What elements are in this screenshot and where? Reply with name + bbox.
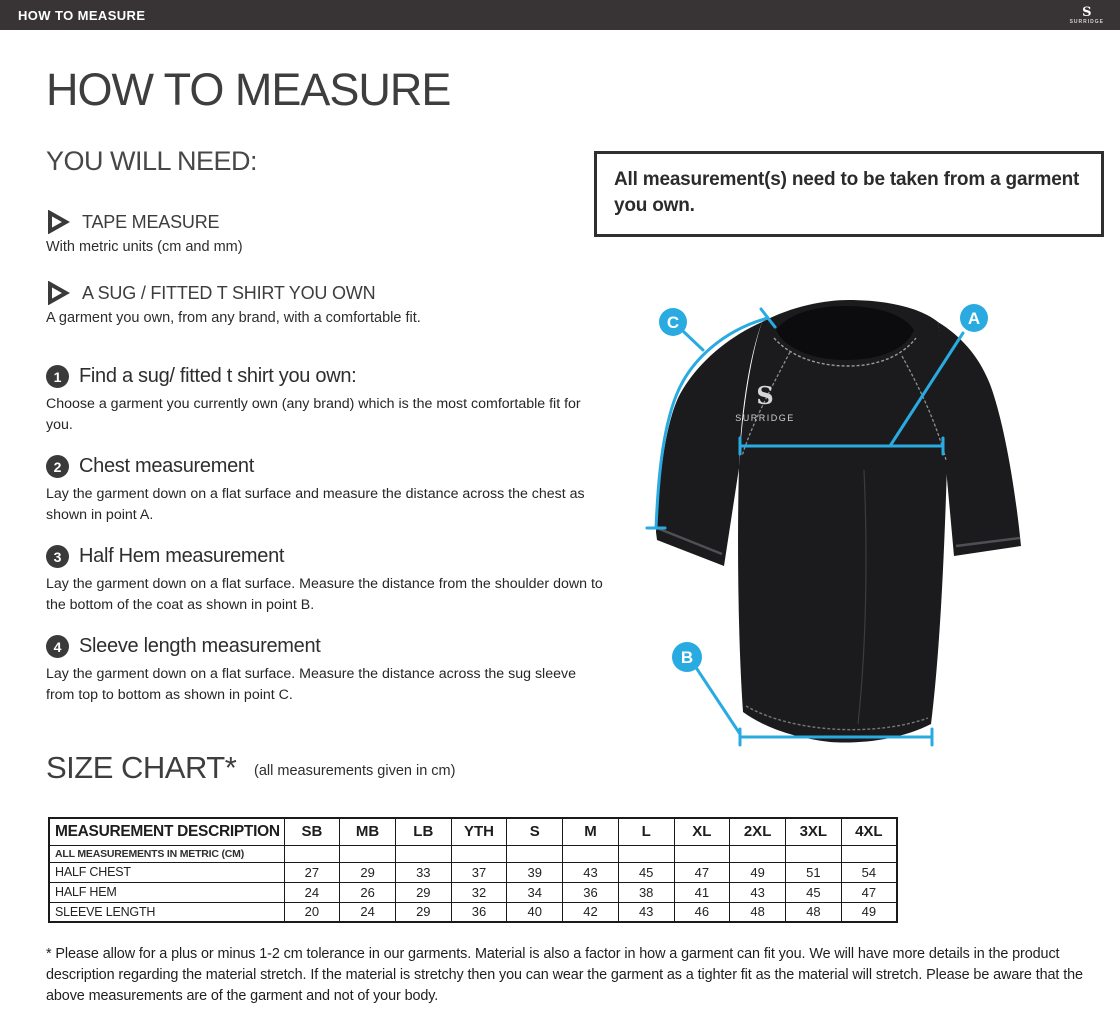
label-b-text: B <box>680 648 694 667</box>
shirt-right-sleeve <box>938 322 1021 556</box>
size-chart-row <box>49 862 897 882</box>
step-body: Lay the garment down on a flat surface. Measure the distance across the sug sleeve from top to bottom as shown in point C. <box>46 666 576 704</box>
measurement-value-cell: 24 <box>340 902 396 922</box>
empty-cell <box>730 845 786 862</box>
measurement-value-cell: 40 <box>507 902 563 922</box>
measurement-note-text: All measurement(s) need to be taken from a garment you own. <box>614 169 1080 216</box>
page-title: HOW TO MEASURE <box>46 64 451 115</box>
step-2 <box>46 455 621 527</box>
size-column-header: 2XL <box>730 818 786 845</box>
measurement-value-cell: 34 <box>507 882 563 902</box>
measurement-note-box <box>594 151 1104 237</box>
measurement-description-header: MEASUREMENT DESCRIPTION <box>49 818 284 845</box>
measurement-value-cell: 45 <box>785 882 841 902</box>
need-item-fitted-tshirt <box>46 281 421 326</box>
metric-note-label: ALL MEASUREMENTS IN METRIC (CM) <box>49 845 284 862</box>
size-chart-row <box>49 882 897 902</box>
measurement-value-cell: 54 <box>841 862 897 882</box>
surridge-wordmark: SURRIDGE <box>1069 18 1104 25</box>
size-chart-table <box>48 817 898 923</box>
shirt-surridge-wordmark: SURRIDGE <box>735 413 795 423</box>
measurement-value-cell: 47 <box>674 862 730 882</box>
empty-cell <box>563 845 619 862</box>
size-column-header: S <box>507 818 563 845</box>
size-column-header: YTH <box>451 818 507 845</box>
measurement-value-cell: 27 <box>284 862 340 882</box>
measurement-value-cell: 36 <box>451 902 507 922</box>
shirt-surridge-s-icon: S <box>756 381 774 410</box>
metric-note-row <box>49 845 897 862</box>
empty-cell <box>451 845 507 862</box>
measurement-value-cell: 36 <box>563 882 619 902</box>
measurement-value-cell: 51 <box>785 862 841 882</box>
measurement-value-cell: 39 <box>507 862 563 882</box>
need-item-subtitle: A garment you own, from any brand, with a comfortable fit. <box>46 310 421 326</box>
step-1 <box>46 365 621 437</box>
need-item-tape-measure <box>46 210 243 255</box>
empty-cell <box>841 845 897 862</box>
measurement-value-cell: 20 <box>284 902 340 922</box>
measurement-value-cell: 49 <box>730 862 786 882</box>
surridge-s-icon: S <box>1082 4 1092 20</box>
step-title: Half Hem measurement <box>79 545 285 567</box>
measurement-value-cell: 29 <box>395 902 451 922</box>
measurement-value-cell: 32 <box>451 882 507 902</box>
measurement-value-cell: 43 <box>618 902 674 922</box>
step-title: Chest measurement <box>79 455 254 477</box>
empty-cell <box>785 845 841 862</box>
measurement-value-cell: 38 <box>618 882 674 902</box>
measurement-value-cell: 42 <box>563 902 619 922</box>
step-body: Choose a garment you currently own (any brand) which is the most comfortable fit for you. <box>46 396 581 434</box>
measurement-value-cell: 29 <box>395 882 451 902</box>
surridge-logo <box>1070 6 1108 25</box>
measurement-value-cell: 43 <box>563 862 619 882</box>
you-will-need-heading: YOU WILL NEED: <box>46 146 258 176</box>
step-number-badge: 1 <box>46 365 69 388</box>
empty-cell <box>395 845 451 862</box>
shirt-measurement-diagram <box>600 276 1120 782</box>
size-column-header: M <box>563 818 619 845</box>
size-chart-header-row <box>49 818 897 845</box>
empty-cell <box>674 845 730 862</box>
size-chart-row <box>49 902 897 922</box>
need-item-title: TAPE MEASURE <box>82 211 220 232</box>
measurement-value-cell: 48 <box>730 902 786 922</box>
measurement-value-cell: 41 <box>674 882 730 902</box>
tolerance-footer-note: * Please allow for a plus or minus 1-2 cm tolerance in our garments. Material is also a factor in how a garment can fit you. We will have more details in the product description regarding the material stretch. If the material is stretchy then you can wear the garment as a tighter fit as the material will stretch. Please be aware that the above measurements are of the garment and not of your body. <box>46 946 1083 1004</box>
measurement-value-cell: 29 <box>340 862 396 882</box>
size-chart-heading: SIZE CHART* <box>46 750 237 785</box>
step-3 <box>46 545 621 617</box>
measurement-value-cell: 26 <box>340 882 396 902</box>
size-column-header: 3XL <box>785 818 841 845</box>
need-item-subtitle: With metric units (cm and mm) <box>46 239 243 255</box>
step-body: Lay the garment down on a flat surface and measure the distance across the chest as shown in point A. <box>46 486 585 524</box>
size-column-header: L <box>618 818 674 845</box>
size-column-header: LB <box>395 818 451 845</box>
size-column-header: MB <box>340 818 396 845</box>
size-column-header: SB <box>284 818 340 845</box>
top-bar <box>0 0 1120 30</box>
play-triangle-icon <box>46 210 70 234</box>
step-number-badge: 2 <box>46 455 69 478</box>
measurement-value-cell: 43 <box>730 882 786 902</box>
measurement-value-cell: 47 <box>841 882 897 902</box>
empty-cell <box>507 845 563 862</box>
measurement-value-cell: 45 <box>618 862 674 882</box>
label-c-text: C <box>666 313 680 332</box>
measurement-value-cell: 24 <box>284 882 340 902</box>
empty-cell <box>618 845 674 862</box>
step-body: Lay the garment down on a flat surface. Measure the distance from the shoulder down to the bottom of the coat as shown in point B. <box>46 576 603 614</box>
measurement-row-label: SLEEVE LENGTH <box>49 902 284 922</box>
size-column-header: 4XL <box>841 818 897 845</box>
measurement-value-cell: 48 <box>785 902 841 922</box>
measurement-row-label: HALF CHEST <box>49 862 284 882</box>
step-4 <box>46 635 621 707</box>
step-number-badge: 4 <box>46 635 69 658</box>
top-bar-title: HOW TO MEASURE <box>18 7 146 23</box>
measurement-value-cell: 49 <box>841 902 897 922</box>
label-a-text: A <box>967 309 981 328</box>
empty-cell <box>284 845 340 862</box>
size-chart-subheading: (all measurements given in cm) <box>254 763 456 779</box>
play-triangle-icon <box>46 281 70 305</box>
measurement-value-cell: 33 <box>395 862 451 882</box>
measurement-row-label: HALF HEM <box>49 882 284 902</box>
step-title: Find a sug/ fitted t shirt you own: <box>79 365 357 387</box>
step-number-badge: 3 <box>46 545 69 568</box>
measurement-value-cell: 46 <box>674 902 730 922</box>
size-column-header: XL <box>674 818 730 845</box>
need-item-title: A SUG / FITTED T SHIRT YOU OWN <box>82 282 376 303</box>
empty-cell <box>340 845 396 862</box>
step-title: Sleeve length measurement <box>79 635 321 657</box>
measurement-value-cell: 37 <box>451 862 507 882</box>
